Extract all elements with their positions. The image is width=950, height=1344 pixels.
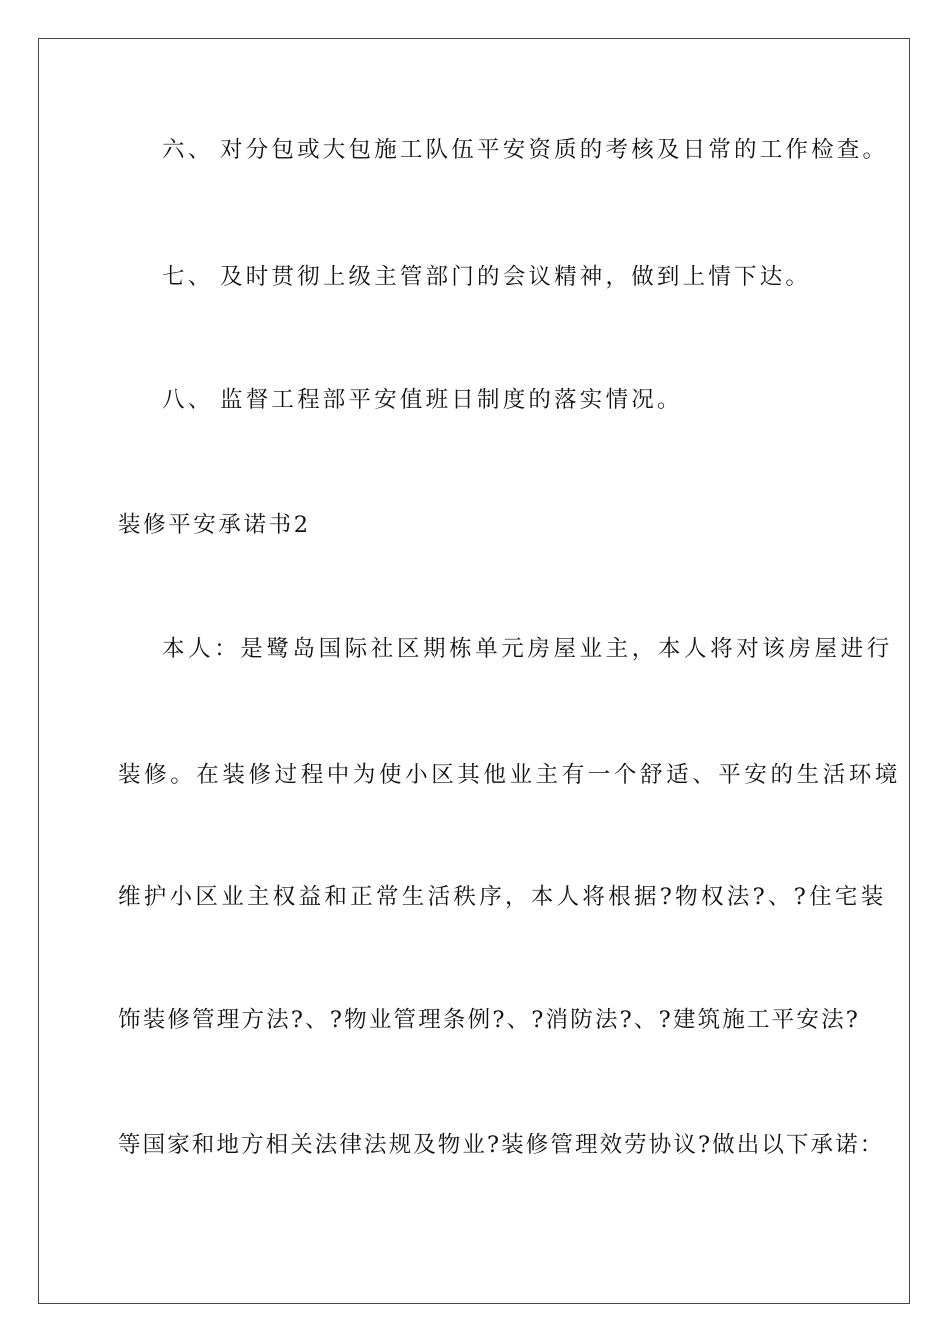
list-item-number: 六、	[162, 137, 214, 163]
list-item	[162, 385, 882, 415]
list-item-text: 及时贯彻上级主管部门的会议精神，做到上情下达。	[220, 264, 812, 290]
section-title: 装修平安承诺书2	[118, 512, 311, 538]
list-item-number: 八、	[162, 387, 214, 413]
paragraph-line: 维护小区业主权益和正常生活秩序，本人将根据?物权法?、?住宅装	[118, 884, 887, 910]
list-item	[162, 135, 889, 165]
paragraph-line: 饰装修管理方法?、?物业管理条例?、?消防法?、?建筑施工平安法?	[118, 1007, 861, 1033]
list-item-text: 监督工程部平安值班日制度的落实情况。	[220, 387, 683, 413]
page-border	[38, 38, 910, 1304]
list-item	[162, 262, 882, 292]
paragraph-line: 本人：是鹭岛国际社区期栋单元房屋业主，本人将对该房屋进行	[162, 636, 893, 662]
list-item-number: 七、	[162, 264, 214, 290]
paragraph-line: 装修。在装修过程中为使小区其他业主有一个舒适、平安的生活环境	[118, 762, 902, 788]
list-item-text: 对分包或大包施工队伍平安资质的考核及日常的工作检查。	[220, 137, 889, 163]
paragraph-line: 等国家和地方相关法律法规及物业?装修管理效劳协议?做出以下承诺：	[118, 1132, 885, 1158]
